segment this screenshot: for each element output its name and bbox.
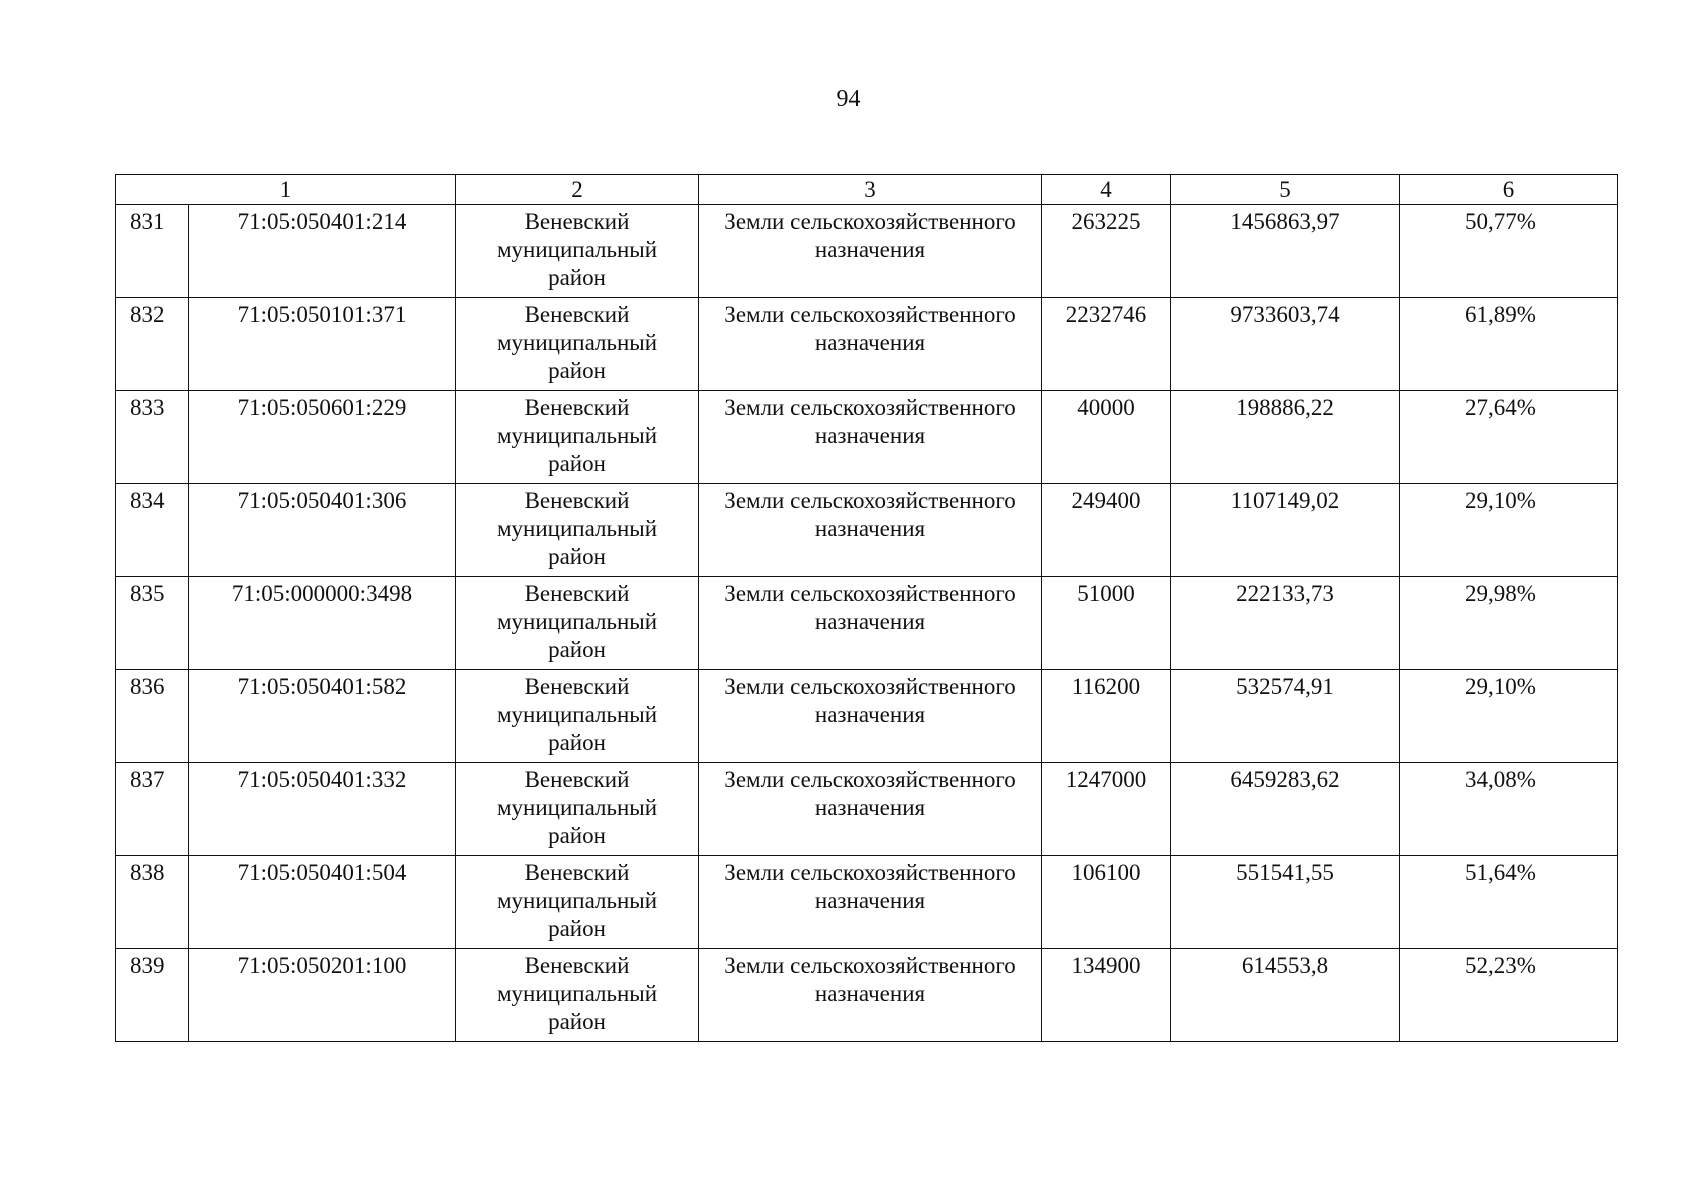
district-cell	[456, 670, 699, 763]
percent-cell	[1400, 577, 1618, 670]
area-cell: 134900	[1042, 949, 1171, 1042]
district-cell	[456, 484, 699, 577]
district-line: муниципальный	[496, 609, 658, 634]
land-registry-table	[115, 174, 1618, 1042]
district-line: муниципальный	[496, 795, 658, 820]
district-line: район	[548, 730, 606, 755]
cadastral-cost-cell: 198886,22	[1171, 391, 1400, 484]
district-line: Веневский	[524, 674, 630, 699]
table-row	[116, 298, 1618, 391]
cadastral-cost-cell: 1456863,97	[1171, 205, 1400, 298]
row-number-cell: 835	[116, 577, 189, 670]
district-line: Веневский	[524, 767, 630, 792]
district-line: район	[548, 451, 606, 476]
cadastral-number-cell: 71:05:050401:582	[189, 670, 456, 763]
category-line: назначения	[814, 423, 926, 448]
category-line: назначения	[814, 981, 926, 1006]
category-line: Земли сельскохозяйственного	[724, 209, 1016, 234]
district-line: район	[548, 265, 606, 290]
category-line: назначения	[814, 795, 926, 820]
district-cell	[456, 298, 699, 391]
area-cell: 40000	[1042, 391, 1171, 484]
land-category-cell	[699, 298, 1042, 391]
area-cell: 1247000	[1042, 763, 1171, 856]
table-row	[116, 391, 1618, 484]
area-cell: 2232746	[1042, 298, 1171, 391]
percent-cell	[1400, 670, 1618, 763]
cadastral-cost-cell: 532574,91	[1171, 670, 1400, 763]
district-line: Веневский	[524, 395, 630, 420]
percent-cell	[1400, 391, 1618, 484]
category-line: Земли сельскохозяйственного	[724, 953, 1016, 978]
area-cell: 116200	[1042, 670, 1171, 763]
district-line: муниципальный	[496, 237, 658, 262]
cadastral-number-cell: 71:05:050401:214	[189, 205, 456, 298]
district-cell	[456, 763, 699, 856]
cadastral-cost-cell: 551541,55	[1171, 856, 1400, 949]
table-row	[116, 763, 1618, 856]
land-category-cell	[699, 763, 1042, 856]
district-line: Веневский	[524, 860, 630, 885]
category-line: Земли сельскохозяйственного	[724, 767, 1016, 792]
percent-value: 29,10%	[1465, 674, 1536, 699]
category-line: назначения	[814, 330, 926, 355]
row-number-cell: 837	[116, 763, 189, 856]
table-row	[116, 856, 1618, 949]
cadastral-cost-cell: 9733603,74	[1171, 298, 1400, 391]
cadastral-cost-cell: 614553,8	[1171, 949, 1400, 1042]
row-number-cell: 836	[116, 670, 189, 763]
table-row	[116, 205, 1618, 298]
percent-value: 34,08%	[1465, 767, 1536, 792]
percent-value: 29,10%	[1465, 488, 1536, 513]
district-line: муниципальный	[496, 330, 658, 355]
land-category-cell	[699, 670, 1042, 763]
category-line: Земли сельскохозяйственного	[724, 674, 1016, 699]
percent-value: 29,98%	[1465, 581, 1536, 606]
district-line: район	[548, 823, 606, 848]
land-category-cell	[699, 856, 1042, 949]
category-line: назначения	[814, 702, 926, 727]
district-line: Веневский	[524, 302, 630, 327]
area-cell: 106100	[1042, 856, 1171, 949]
district-line: муниципальный	[496, 888, 658, 913]
category-line: назначения	[814, 516, 926, 541]
percent-value: 52,23%	[1465, 953, 1536, 978]
district-line: Веневский	[524, 488, 630, 513]
percent-value: 61,89%	[1465, 302, 1536, 327]
row-number-cell: 838	[116, 856, 189, 949]
district-line: муниципальный	[496, 981, 658, 1006]
cadastral-number-cell: 71:05:050401:504	[189, 856, 456, 949]
category-line: Земли сельскохозяйственного	[724, 302, 1016, 327]
district-line: район	[548, 637, 606, 662]
district-line: муниципальный	[496, 516, 658, 541]
cadastral-number-cell: 71:05:050401:332	[189, 763, 456, 856]
area-cell: 249400	[1042, 484, 1171, 577]
land-category-cell	[699, 484, 1042, 577]
category-line: назначения	[814, 888, 926, 913]
row-number-cell: 833	[116, 391, 189, 484]
category-line: назначения	[814, 237, 926, 262]
percent-cell	[1400, 298, 1618, 391]
table-row	[116, 577, 1618, 670]
percent-cell	[1400, 205, 1618, 298]
header-cell-3: 3	[699, 175, 1042, 205]
district-line: муниципальный	[496, 702, 658, 727]
category-line: Земли сельскохозяйственного	[724, 860, 1016, 885]
header-cell-2: 2	[456, 175, 699, 205]
cadastral-number-cell: 71:05:000000:3498	[189, 577, 456, 670]
category-line: Земли сельскохозяйственного	[724, 395, 1016, 420]
land-category-cell	[699, 205, 1042, 298]
row-number-cell: 839	[116, 949, 189, 1042]
percent-cell	[1400, 856, 1618, 949]
district-line: Веневский	[524, 953, 630, 978]
land-category-cell	[699, 577, 1042, 670]
district-line: район	[548, 544, 606, 569]
category-line: назначения	[814, 609, 926, 634]
cadastral-cost-cell: 6459283,62	[1171, 763, 1400, 856]
header-cell-5: 5	[1171, 175, 1400, 205]
table-row	[116, 484, 1618, 577]
row-number-cell: 832	[116, 298, 189, 391]
cadastral-cost-cell: 222133,73	[1171, 577, 1400, 670]
district-cell	[456, 949, 699, 1042]
page-number: 94	[836, 86, 861, 112]
cadastral-number-cell: 71:05:050101:371	[189, 298, 456, 391]
header-cell-1: 1	[116, 175, 456, 205]
header-cell-6: 6	[1400, 175, 1618, 205]
district-cell	[456, 391, 699, 484]
cadastral-cost-cell: 1107149,02	[1171, 484, 1400, 577]
row-number-cell: 834	[116, 484, 189, 577]
percent-cell	[1400, 949, 1618, 1042]
district-line: Веневский	[524, 209, 630, 234]
table-row	[116, 670, 1618, 763]
district-cell	[456, 577, 699, 670]
area-cell: 263225	[1042, 205, 1171, 298]
cadastral-number-cell: 71:05:050201:100	[189, 949, 456, 1042]
land-category-cell	[699, 391, 1042, 484]
district-line: Веневский	[524, 581, 630, 606]
percent-value: 51,64%	[1465, 860, 1536, 885]
district-line: район	[548, 916, 606, 941]
category-line: Земли сельскохозяйственного	[724, 488, 1016, 513]
district-line: муниципальный	[496, 423, 658, 448]
district-cell	[456, 856, 699, 949]
land-category-cell	[699, 949, 1042, 1042]
percent-cell	[1400, 763, 1618, 856]
header-cell-4: 4	[1042, 175, 1171, 205]
district-line: район	[548, 358, 606, 383]
cadastral-number-cell: 71:05:050401:306	[189, 484, 456, 577]
table-row	[116, 949, 1618, 1042]
row-number-cell: 831	[116, 205, 189, 298]
column-number-header-row	[116, 175, 1618, 205]
category-line: Земли сельскохозяйственного	[724, 581, 1016, 606]
district-line: район	[548, 1009, 606, 1034]
cadastral-number-cell: 71:05:050601:229	[189, 391, 456, 484]
percent-value: 27,64%	[1465, 395, 1536, 420]
area-cell: 51000	[1042, 577, 1171, 670]
percent-value: 50,77%	[1465, 209, 1536, 234]
district-cell	[456, 205, 699, 298]
percent-cell	[1400, 484, 1618, 577]
